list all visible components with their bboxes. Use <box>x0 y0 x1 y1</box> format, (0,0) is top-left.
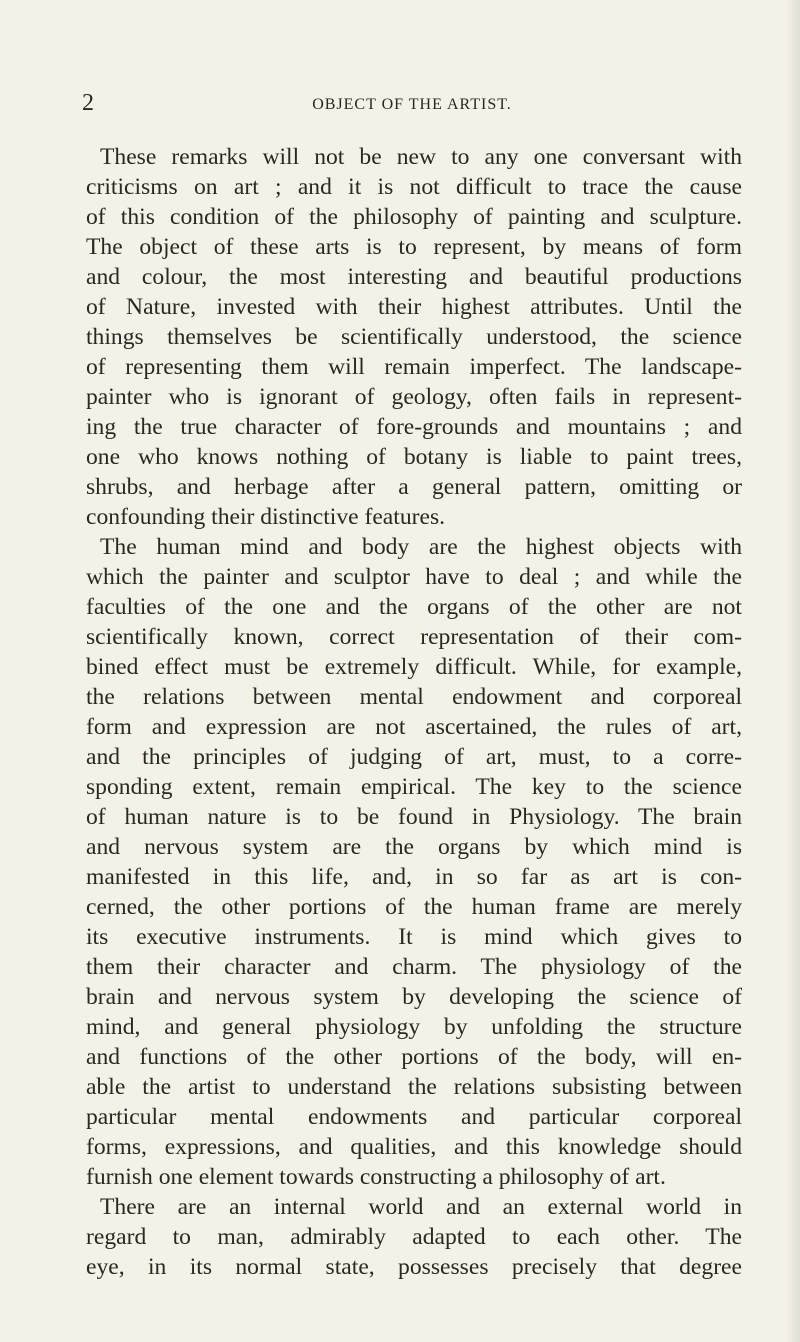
text-line: There are an internal world and an external world in <box>100 1194 742 1220</box>
text-line: of representing them will remain imperfect. The landscape- <box>86 354 742 380</box>
text-line: scientifically known, correct representation of their com- <box>86 624 742 650</box>
text-line: brain and nervous system by developing the science of <box>86 984 742 1010</box>
text-line: cerned, the other portions of the human frame are merely <box>86 894 742 920</box>
text-line: and nervous system are the organs by which mind is <box>86 834 742 860</box>
text-line: one who knows nothing of botany is liable to paint trees, <box>86 444 742 470</box>
text-line: confounding their distinctive features. <box>86 504 446 530</box>
text-line: The object of these arts is to represent, by means of form <box>86 234 742 260</box>
text-line: mind, and general physiology by unfolding the structure <box>86 1014 742 1040</box>
text-line: its executive instruments. It is mind which gives to <box>86 924 742 950</box>
text-line: sponding extent, remain empirical. The key to the science <box>86 774 742 800</box>
text-line: These remarks will not be new to any one conversant with <box>100 144 742 170</box>
body-text <box>86 142 742 1282</box>
text-line: of human nature is to be found in Physiology. The brain <box>86 804 742 830</box>
page-header <box>82 90 742 120</box>
text-line: things themselves be scientifically understood, the science <box>86 324 742 350</box>
text-line: furnish one element towards constructing a philosophy of art. <box>86 1164 666 1190</box>
text-line: and the principles of judging of art, must, to a corre- <box>86 744 742 770</box>
text-line: of this condition of the philosophy of painting and sculpture. <box>86 204 742 230</box>
text-line: and colour, the most interesting and beautiful productions <box>86 264 742 290</box>
text-line: painter who is ignorant of geology, often fails in represent- <box>86 384 742 410</box>
text-line: and functions of the other portions of the body, will en- <box>86 1044 742 1070</box>
text-line: regard to man, admirably adapted to each other. The <box>86 1224 742 1250</box>
text-line: criticisms on art ; and it is not difficult to trace the cause <box>86 174 742 200</box>
page-edge-shadow <box>786 0 800 1342</box>
text-line: of Nature, invested with their highest attributes. Until the <box>86 294 742 320</box>
text-line: particular mental endowments and particular corporeal <box>86 1104 742 1130</box>
text-line: ing the true character of fore-grounds and mountains ; and <box>86 414 742 440</box>
text-line: bined effect must be extremely difficult. While, for example, <box>86 654 742 680</box>
text-line: the relations between mental endowment and corporeal <box>86 684 742 710</box>
text-line: eye, in its normal state, possesses precisely that degree <box>86 1254 742 1280</box>
text-line: them their character and charm. The physiology of the <box>86 954 742 980</box>
text-line: faculties of the one and the organs of the other are not <box>86 594 742 620</box>
running-head: OBJECT OF THE ARTIST. <box>312 96 512 113</box>
text-line: able the artist to understand the relations subsisting between <box>86 1074 742 1100</box>
text-line: manifested in this life, and, in so far as art is con- <box>86 864 742 890</box>
page-number: 2 <box>82 90 95 116</box>
text-line: shrubs, and herbage after a general pattern, omitting or <box>86 474 742 500</box>
text-line: The human mind and body are the highest objects with <box>100 534 742 560</box>
text-line: form and expression are not ascertained, the rules of art, <box>86 714 742 740</box>
text-line: forms, expressions, and qualities, and this knowledge should <box>86 1134 742 1160</box>
text-line: which the painter and sculptor have to deal ; and while the <box>86 564 742 590</box>
